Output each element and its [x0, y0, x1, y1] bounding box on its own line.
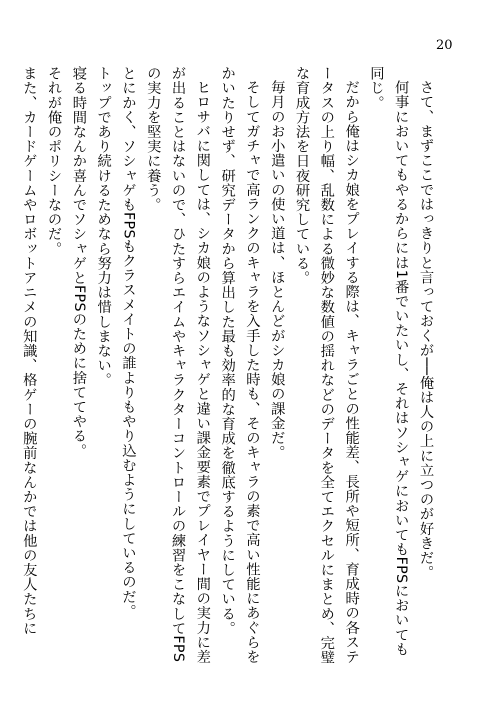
paragraph: 寝る時間なんか喜んでソシャゲとFPSのために捨ててやる。: [70, 66, 87, 458]
paragraph: そしてガチャで高ランクのキャラを入手した時も、そのキャラの素で高い性能にあぐらをかいたりせず、研究データから算出した最も効率的な育成を徹底するようにしている。: [219, 66, 261, 665]
paragraph: トップであり続けるためなら努力は惜しまない。: [95, 66, 112, 388]
paragraph: 毎月のお小遣いの使い道は、ほとんどがシカ娘の課金だ。: [269, 80, 286, 460]
paragraph: さて、まずここではっきりと言っておくが──俺は人の上に立つのが好きだ。: [418, 80, 434, 580]
paragraph: ヒロサバに関しては、シカ娘のようなソシャゲと違い課金要素でプレイヤー間の実力に差が出ることはないので、ひたすらエイムやキャラクターコントロールの練習をこなしてFPSの実力を堅実に養う。: [145, 66, 211, 665]
paragraph: 何事においてもやるからには1番でいたいし、それはソシャゲにおいてもFPSにおいても同じ。: [368, 66, 410, 657]
paragraph: それが俺のポリシーなのだ。: [46, 66, 63, 256]
paragraph: だから俺はシカ娘をプレイする際は、キャラごとの性能差、長所や短所、育成時の各ステータスの上り幅、乱数による微妙な数値の揺れなどのデータを全てエクセルにまとめ、完璧な育成方法を日夜研究している。: [294, 66, 360, 665]
paragraph: また、カードゲームやロボットアニメの知識、格ゲーの腕前なんかでは他の友人たちに: [21, 66, 38, 636]
vertical-text-body: [21, 66, 438, 666]
paragraph: とにかく、ソシャゲもFPSもクラスメイトの誰よりもやり込むようにしているのだ。: [120, 66, 137, 619]
page-number: 20: [436, 38, 453, 53]
